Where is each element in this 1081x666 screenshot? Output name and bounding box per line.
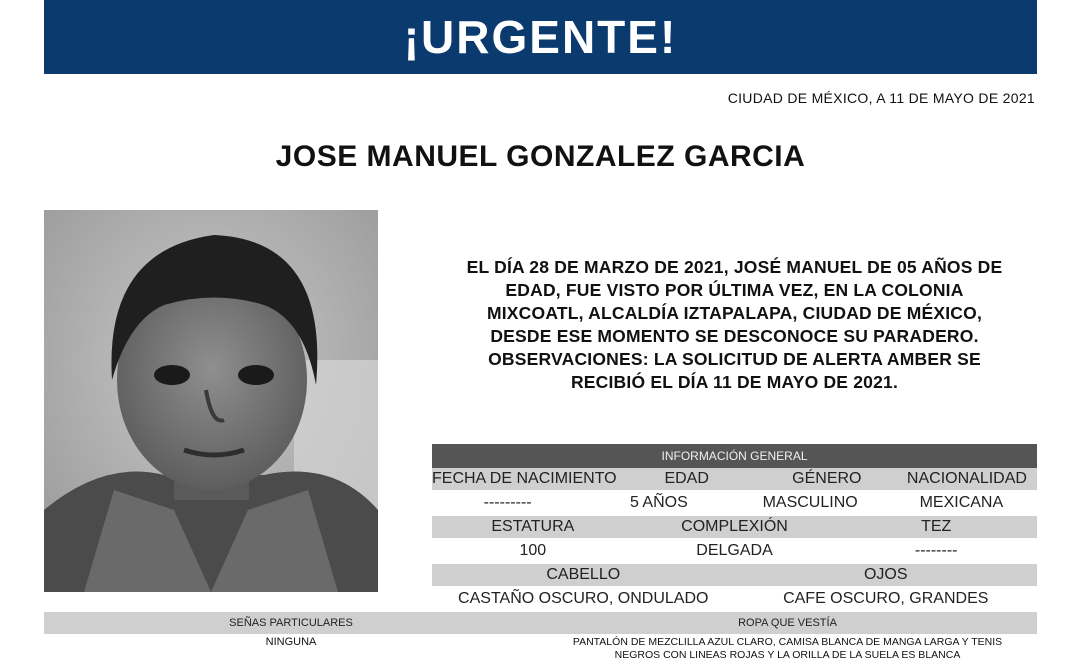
- header-age: EDAD: [664, 470, 709, 487]
- info-row1-header: [432, 468, 1037, 490]
- value-clothing: [538, 636, 1037, 662]
- narrative-line: DESDE ESE MOMENTO SE DESCONOCE SU PARADERO.: [490, 326, 979, 346]
- header-marks: SEÑAS PARTICULARES: [229, 617, 353, 629]
- value-marks: NINGUNA: [265, 636, 317, 648]
- narrative-line: OBSERVACIONES: LA SOLICITUD DE ALERTA AMBER SE: [488, 349, 981, 369]
- info-section-header: [432, 444, 1037, 468]
- narrative-line: EL DÍA 28 DE MARZO DE 2021, JOSÉ MANUEL DE 05 AÑOS DE: [466, 257, 1003, 277]
- header-gender: GÉNERO: [792, 470, 862, 487]
- banner-title: ¡URGENTE!: [403, 11, 678, 63]
- header-clothing: ROPA QUE VESTÍA: [738, 617, 837, 629]
- narrative-line: RECIBIÓ EL DÍA 11 DE MAYO DE 2021.: [570, 372, 899, 392]
- header-eyes: OJOS: [863, 566, 908, 583]
- info-row2-values: [432, 540, 1037, 562]
- value-clothing-line: NEGROS CON LINEAS ROJAS Y LA ORILLA DE LA SUELA ES BLANCA: [614, 649, 961, 661]
- info-row3-header: [432, 564, 1037, 586]
- value-gender: MASCULINO: [762, 494, 858, 511]
- header-birthdate: FECHA DE NACIMIENTO: [432, 470, 617, 487]
- info-row2-header: [432, 516, 1037, 538]
- missing-person-name: JOSE MANUEL GONZALEZ GARCIA: [275, 140, 806, 173]
- value-eyes: CAFE OSCURO, GRANDES: [783, 590, 989, 607]
- info-row3-values: [432, 588, 1037, 610]
- value-build: DELGADA: [696, 542, 773, 559]
- value-age: 5 AÑOS: [629, 494, 688, 511]
- header-skin: TEZ: [921, 518, 952, 535]
- child-photo-icon: [44, 210, 378, 592]
- header-hair: CABELLO: [546, 566, 621, 583]
- header-build: COMPLEXIÓN: [681, 518, 788, 535]
- narrative-line: EDAD, FUE VISTO POR ÚLTIMA VEZ, EN LA COLONIA: [505, 280, 964, 300]
- info-row1-values: [432, 492, 1037, 514]
- info-row4-header: [44, 612, 1037, 634]
- narrative-line: MIXCOATL, ALCALDÍA IZTAPALAPA, CIUDAD DE MÉXICO,: [486, 303, 983, 323]
- header-nationality: NACIONALIDAD: [906, 470, 1027, 487]
- dateline: CIUDAD DE MÉXICO, A 11 DE MAYO DE 2021: [727, 90, 1035, 106]
- urgent-banner: [44, 0, 1037, 74]
- value-nationality: MEXICANA: [919, 494, 1004, 511]
- value-skin: --------: [914, 542, 958, 559]
- info-section-title: INFORMACIÓN GENERAL: [661, 449, 808, 463]
- header-height: ESTATURA: [491, 518, 575, 535]
- value-height: 100: [519, 542, 547, 559]
- value-birthdate: ---------: [483, 494, 532, 511]
- value-clothing-line: PANTALÓN DE MEZCLILLA AZUL CLARO, CAMISA BLANCA DE MANGA LARGA Y TENIS: [572, 636, 1003, 648]
- value-hair: CASTAÑO OSCURO, ONDULADO: [458, 590, 709, 607]
- child-photo: [44, 210, 378, 592]
- case-narrative: [432, 256, 1037, 394]
